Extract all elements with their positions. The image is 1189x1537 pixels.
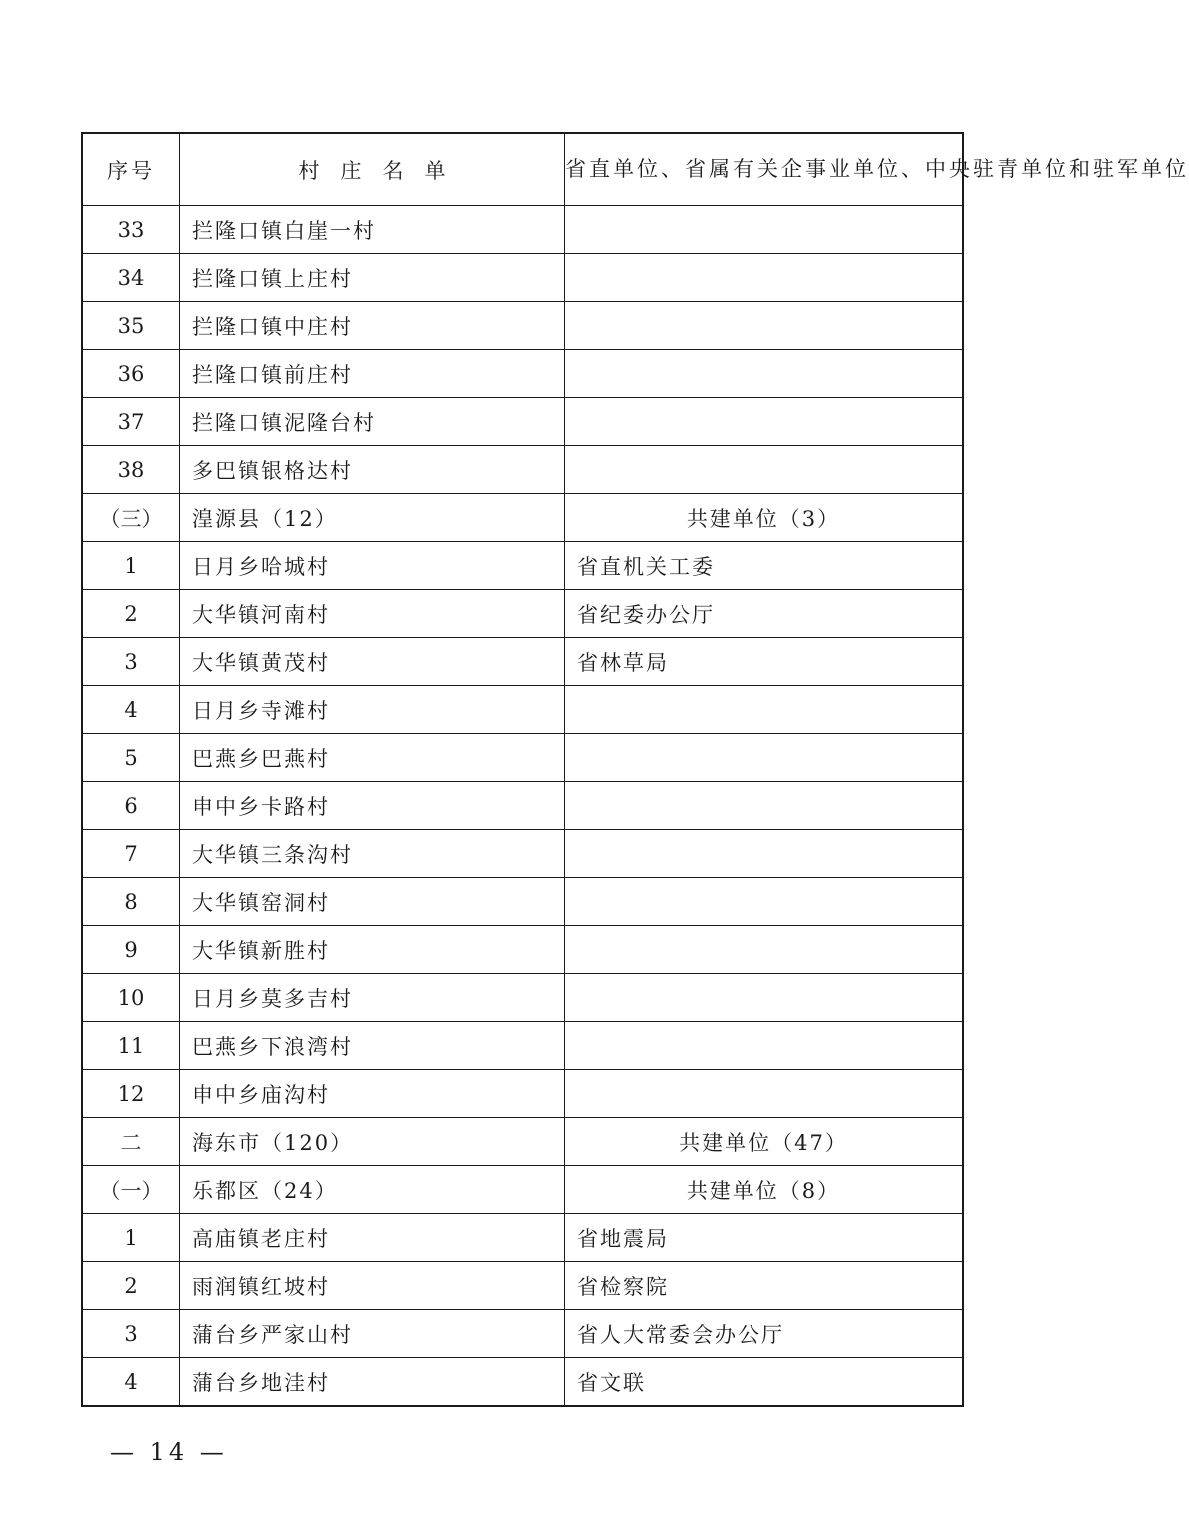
row-village-name: 拦隆口镇白崖一村 [180, 206, 565, 254]
row-partner-unit [565, 878, 964, 926]
row-partner-unit: 省文联 [565, 1358, 964, 1407]
row-village-name: 大华镇三条沟村 [180, 830, 565, 878]
row-number: 4 [82, 686, 180, 734]
row-village-name: 申中乡庙沟村 [180, 1070, 565, 1118]
row-partner-unit: 共建单位（3） [565, 494, 964, 542]
row-village-name: 日月乡寺滩村 [180, 686, 565, 734]
row-number: 37 [82, 398, 180, 446]
table-row [82, 302, 963, 350]
row-partner-unit [565, 1022, 964, 1070]
table-row [82, 878, 963, 926]
row-village-name: 高庙镇老庄村 [180, 1214, 565, 1262]
row-partner-unit: 省林草局 [565, 638, 964, 686]
header-partner-unit: 省直单位、省属有关企事业单位、中央驻青单位和驻军单位 [565, 133, 964, 206]
row-village-name: 多巴镇银格达村 [180, 446, 565, 494]
table-row [82, 782, 963, 830]
row-partner-unit [565, 206, 964, 254]
row-number: 9 [82, 926, 180, 974]
row-number: 36 [82, 350, 180, 398]
row-number: 5 [82, 734, 180, 782]
row-number: （一） [82, 1166, 180, 1214]
table-row [82, 1310, 963, 1358]
table-row [82, 254, 963, 302]
row-partner-unit [565, 1070, 964, 1118]
row-village-name: 大华镇河南村 [180, 590, 565, 638]
row-number: 7 [82, 830, 180, 878]
row-partner-unit [565, 782, 964, 830]
table-row [82, 638, 963, 686]
row-number: 4 [82, 1358, 180, 1407]
table-row [82, 1022, 963, 1070]
table-row [82, 1358, 963, 1407]
row-number: 1 [82, 542, 180, 590]
row-number: 2 [82, 590, 180, 638]
row-village-name: 拦隆口镇前庄村 [180, 350, 565, 398]
table-row [82, 350, 963, 398]
section-row [82, 1166, 963, 1214]
row-partner-unit [565, 302, 964, 350]
row-village-name: 拦隆口镇上庄村 [180, 254, 565, 302]
row-number: 34 [82, 254, 180, 302]
row-number: 10 [82, 974, 180, 1022]
table-row [82, 590, 963, 638]
row-partner-unit: 省地震局 [565, 1214, 964, 1262]
row-partner-unit: 共建单位（8） [565, 1166, 964, 1214]
row-partner-unit [565, 734, 964, 782]
row-number: （三） [82, 494, 180, 542]
row-number: 3 [82, 638, 180, 686]
section-row [82, 494, 963, 542]
page-number: — 14 — [110, 1438, 228, 1466]
row-partner-unit [565, 254, 964, 302]
row-village-name: 大华镇新胜村 [180, 926, 565, 974]
row-village-name: 海东市（120） [180, 1118, 565, 1166]
table-row [82, 398, 963, 446]
row-number: 33 [82, 206, 180, 254]
row-partner-unit [565, 974, 964, 1022]
row-number: 6 [82, 782, 180, 830]
row-number: 2 [82, 1262, 180, 1310]
table-header-row [82, 133, 963, 206]
table-row [82, 542, 963, 590]
row-partner-unit [565, 686, 964, 734]
row-partner-unit: 省纪委办公厅 [565, 590, 964, 638]
row-village-name: 大华镇窑洞村 [180, 878, 565, 926]
row-village-name: 乐都区（24） [180, 1166, 565, 1214]
row-number: 11 [82, 1022, 180, 1070]
table-row [82, 1214, 963, 1262]
row-number: 12 [82, 1070, 180, 1118]
village-list-table [81, 132, 1189, 1407]
table-row [82, 206, 963, 254]
table-body [82, 206, 963, 1407]
header-number: 序号 [82, 133, 180, 206]
table-row [82, 926, 963, 974]
table-row [82, 1070, 963, 1118]
table-row [82, 830, 963, 878]
row-partner-unit: 省检察院 [565, 1262, 964, 1310]
row-village-name: 湟源县（12） [180, 494, 565, 542]
row-partner-unit: 省直机关工委 [565, 542, 964, 590]
section-row [82, 1118, 963, 1166]
row-number: 8 [82, 878, 180, 926]
row-partner-unit: 共建单位（47） [565, 1118, 964, 1166]
row-number: 35 [82, 302, 180, 350]
row-village-name: 拦隆口镇泥隆台村 [180, 398, 565, 446]
row-village-name: 巴燕乡下浪湾村 [180, 1022, 565, 1070]
header-village-name: 村 庄 名 单 [180, 133, 565, 206]
row-village-name: 日月乡莫多吉村 [180, 974, 565, 1022]
row-number: 38 [82, 446, 180, 494]
row-village-name: 日月乡哈城村 [180, 542, 565, 590]
table-row [82, 734, 963, 782]
table-row [82, 446, 963, 494]
row-partner-unit [565, 926, 964, 974]
table-row [82, 974, 963, 1022]
row-partner-unit [565, 398, 964, 446]
row-partner-unit [565, 350, 964, 398]
row-partner-unit: 省人大常委会办公厅 [565, 1310, 964, 1358]
row-village-name: 蒲台乡地洼村 [180, 1358, 565, 1407]
row-number: 3 [82, 1310, 180, 1358]
row-village-name: 雨润镇红坡村 [180, 1262, 565, 1310]
row-partner-unit [565, 830, 964, 878]
row-village-name: 拦隆口镇中庄村 [180, 302, 565, 350]
row-number: 1 [82, 1214, 180, 1262]
row-village-name: 巴燕乡巴燕村 [180, 734, 565, 782]
row-village-name: 蒲台乡严家山村 [180, 1310, 565, 1358]
row-village-name: 大华镇黄茂村 [180, 638, 565, 686]
table-row [82, 686, 963, 734]
row-partner-unit [565, 446, 964, 494]
table-row [82, 1262, 963, 1310]
row-number: 二 [82, 1118, 180, 1166]
row-village-name: 申中乡卡路村 [180, 782, 565, 830]
